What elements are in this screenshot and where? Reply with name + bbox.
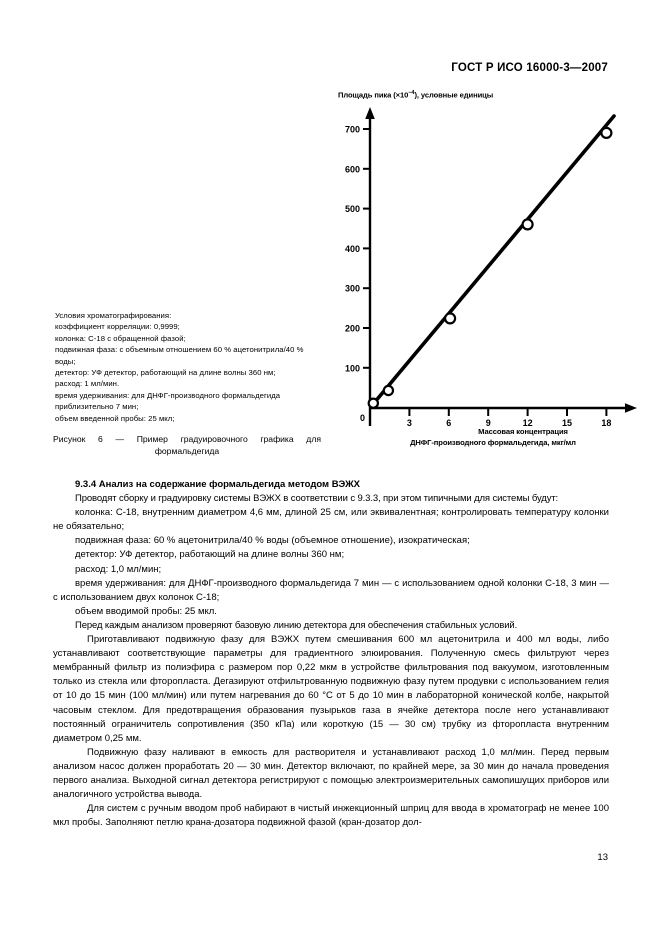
chromatography-conditions bbox=[55, 310, 317, 424]
x-axis-title-line-2: ДНФГ-производного формальдегида, мкг/мл bbox=[410, 438, 576, 447]
figure-caption-line-2: формальдегида bbox=[154, 446, 220, 456]
y-axis-title-suffix: ), условные единицы bbox=[414, 90, 494, 100]
calibration-chart bbox=[333, 88, 653, 460]
data-point-5 bbox=[601, 128, 611, 138]
condition-item-flow: расход: 1 мл/мин. bbox=[55, 379, 120, 389]
x-tick-label-9: 9 bbox=[485, 418, 491, 426]
paragraph-manual-injection: Для систем с ручным вводом проб набирают в чистый инжекционный шприц для ввода в хроматограф не менее 100 мкл пробы. Заполняют петлю крана-дозатора подвижной фазой (кран-дозатор дол- bbox=[53, 803, 609, 829]
figure-caption-line-1: Рисунок 6 — Пример градуировочного графика для bbox=[53, 434, 321, 444]
document-body bbox=[53, 478, 609, 830]
y-axis-ticks bbox=[345, 125, 371, 424]
x-tick-label-18: 18 bbox=[601, 418, 612, 426]
x-tick-label-15: 15 bbox=[561, 418, 573, 426]
condition-item-detector: детектор: УФ детектор, работающий на длине волны 360 нм; bbox=[55, 368, 276, 378]
paragraph-mobile-phase-prep: Приготавливают подвижную фазу для ВЭЖХ путем смешивания 600 мл ацетонитрила и 400 мл воды, либо устанавливают соответствующие параметры для градиентного элюирования. Полученную смесь фильтруют через мембранный фильтр из полиэфира с размером пор 0,22 мкм в устройстве фильтрования под вакуумом, изготовленным только из стекла или фторопласта. Дегазируют отфильтрованную подвижную фазу путем продувки с использованием гелия от 10 до 15 мин (100 мл/мин) или путем нагревания до 60 °С от 5 до 10 мин в лабораторной конической колбе, накрытой часовым стеклом. Для предотвращения образования пузырьков газа в ячейке детектора после него устанавливают постоянный ограничитель сопротивления (350 кПа) или короткую (15 — 30 см) трубку из фторопласта внутренним диаметром 0,25 мм. bbox=[53, 634, 609, 744]
paragraph-column-spec: колонка: С-18, внутренним диаметром 4,6 мм, длиной 25 см, или эквивалентная; контролировать температуру колонки не обязательно; bbox=[53, 507, 609, 533]
chart-plot-area bbox=[333, 102, 653, 426]
y-tick-label-100: 100 bbox=[344, 363, 360, 374]
y-axis-origin-label: 0 bbox=[359, 413, 365, 423]
y-tick-label-700: 700 bbox=[344, 124, 360, 135]
y-tick-label-200: 200 bbox=[344, 323, 360, 334]
y-tick-label-500: 500 bbox=[344, 204, 360, 215]
data-point-2 bbox=[384, 386, 393, 395]
y-tick-label-600: 600 bbox=[344, 164, 360, 175]
data-point-3 bbox=[445, 313, 455, 323]
data-point-4 bbox=[523, 219, 533, 229]
y-axis-arrow-icon bbox=[365, 107, 375, 119]
x-tick-label-12: 12 bbox=[522, 418, 533, 426]
chart-x-axis-title bbox=[333, 426, 653, 448]
paragraph-pump-warmup: Подвижную фазу наливают в емкость для растворителя и устанавливают расход 1,0 мл/мин. Перед первым анализом насос должен проработать 20 — 30 мин. Детектор включают, по крайней мере, за 30 мин до начала проведения первого анализа. Выходной сигнал детектора регистрируют с помощью электроизмерительных самопишущих приборов или аналогичного устройства вывода. bbox=[53, 746, 609, 801]
y-tick-label-400: 400 bbox=[344, 243, 360, 254]
x-axis-arrow-icon bbox=[625, 403, 637, 413]
section-heading-9-3-4: 9.3.4 Анализ на содержание формальдегида методом ВЭЖХ bbox=[75, 479, 360, 490]
page-number: 13 bbox=[597, 852, 608, 863]
condition-item-retention-time: время удерживания: для ДНФГ-производного формальдегида приблизительно 7 мин; bbox=[55, 390, 281, 412]
y-axis-title-prefix: Площадь пика (×10 bbox=[338, 90, 409, 100]
condition-item-correlation: коэффициент корреляции: 0,9999; bbox=[55, 322, 180, 332]
paragraph-injection-volume-spec: объем вводимой пробы: 25 мкл. bbox=[75, 605, 217, 617]
condition-item-mobile-phase: подвижная фаза: с объемным отношением 60 % ацетонитрила/40 % воды; bbox=[55, 345, 304, 366]
chart-axes bbox=[365, 107, 637, 426]
calibration-fit-line bbox=[372, 116, 615, 406]
document-standard-header: ГОСТ Р ИСО 16000-3—2007 bbox=[451, 62, 608, 74]
paragraph-flow-rate-spec: расход: 1,0 мл/мин; bbox=[75, 563, 162, 575]
x-axis-ticks bbox=[407, 408, 612, 426]
chart-y-axis-title bbox=[338, 90, 493, 100]
y-axis-title-exponent: −4 bbox=[408, 90, 415, 96]
x-axis-title-line-1: Массовая концентрация bbox=[478, 427, 568, 436]
x-tick-label-6: 6 bbox=[446, 418, 452, 426]
condition-item-column: колонка: С-18 с обращенной фазой; bbox=[55, 333, 186, 343]
paragraph-retention-time-spec: время удерживания: для ДНФГ-производного формальдегида 7 мин — с использованием одной колонки С-18, 3 мин — с использованием двух колонок С-18; bbox=[53, 577, 609, 603]
conditions-title: Условия хроматографирования: bbox=[55, 311, 172, 320]
x-tick-label-3: 3 bbox=[406, 418, 412, 426]
paragraph-detector-spec: детектор: УФ детектор, работающий на длине волны 360 нм; bbox=[75, 549, 345, 561]
figure-caption bbox=[53, 433, 321, 457]
condition-item-injection-volume: объем введенной пробы: 25 мкл; bbox=[55, 413, 175, 423]
paragraph-mobile-phase-spec: подвижная фаза: 60 % ацетонитрила/40 % воды (объемное отношение), изократическая; bbox=[75, 535, 470, 547]
paragraph-baseline-check: Перед каждым анализом проверяют базовую линию детектора для обеспечения стабильных условий. bbox=[75, 619, 518, 631]
y-tick-label-300: 300 bbox=[344, 283, 360, 294]
paragraph-hplc-setup: Проводят сборку и градуировку системы ВЭЖХ в соответствии с 9.3.3, при этом типичными для системы будут: bbox=[75, 493, 559, 505]
figure-6-block bbox=[0, 88, 661, 468]
data-point-1 bbox=[369, 399, 378, 408]
